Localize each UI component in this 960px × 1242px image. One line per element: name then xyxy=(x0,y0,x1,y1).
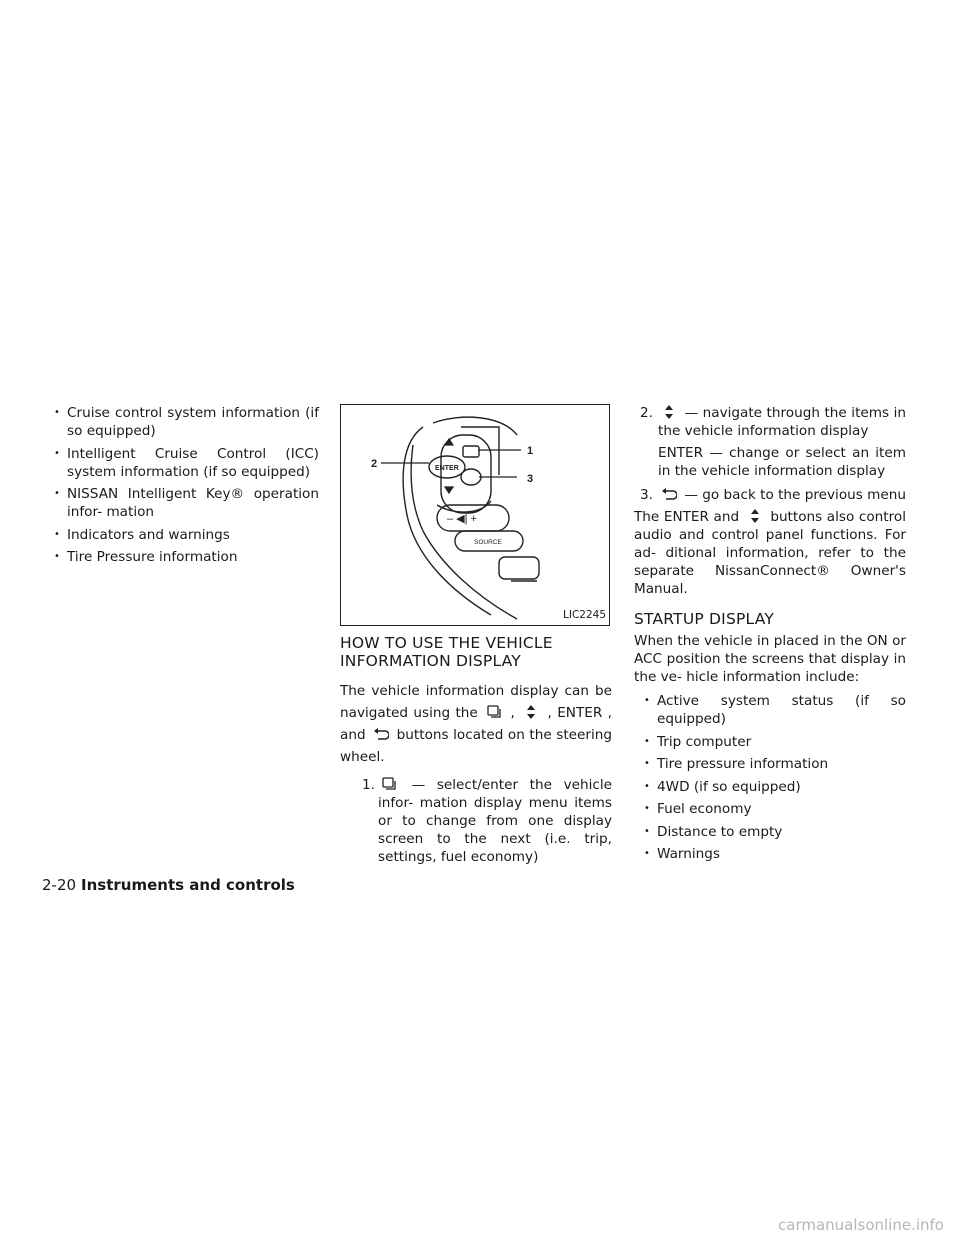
numbered-item-3: 3. — go back to the previous menu xyxy=(640,487,907,503)
up-down-arrows-icon xyxy=(747,509,763,523)
volume-rocker-glyphs: – ◀| + xyxy=(447,513,477,525)
page-number: 2-20 xyxy=(42,876,77,894)
info-list xyxy=(52,404,319,566)
list-item: • Warnings xyxy=(642,845,906,863)
list-item: • Tire pressure information xyxy=(642,755,906,773)
page-footer xyxy=(42,876,295,894)
display-toggle-icon xyxy=(381,777,397,791)
list-item: • Intelligent Cruise Control (ICC) system information (if so equipped) xyxy=(52,445,319,481)
up-down-arrows-icon xyxy=(523,705,539,719)
enter-description: ENTER — change or select an item in the vehicle information display xyxy=(658,445,906,479)
intro-paragraph: The vehicle information display can be navigated using the , , ENTER , and buttons located on the steering wheel. xyxy=(340,683,612,765)
startup-intro: When the vehicle in placed in the ON or ACC position the screens that display in the ve- hicle information include: xyxy=(634,633,906,685)
back-arrow-icon xyxy=(373,727,389,741)
startup-list xyxy=(634,692,906,863)
steering-switch-figure xyxy=(340,404,610,626)
numbered-item-2: 2. — navigate through the items in the vehicle information display xyxy=(640,405,906,439)
list-item: • Trip computer xyxy=(642,733,906,751)
source-button-label: SOURCE xyxy=(474,539,502,546)
list-item: • NISSAN Intelligent Key® operation infor- mation xyxy=(52,485,319,521)
list-item: • Active system status (if so equipped) xyxy=(642,692,906,728)
watermark: carmanualsonline.info xyxy=(778,1216,944,1234)
list-item: • Cruise control system information (if so equipped) xyxy=(52,404,319,440)
callout-1: 1 xyxy=(527,445,534,457)
figure-code: LIC2245 xyxy=(563,609,606,621)
up-down-arrows-icon xyxy=(661,405,677,419)
left-column xyxy=(52,404,319,571)
display-toggle-icon xyxy=(486,705,502,719)
list-item: • Fuel economy xyxy=(642,800,906,818)
list-item: • 4WD (if so equipped) xyxy=(642,778,906,796)
list-item: • Indicators and warnings xyxy=(52,526,319,544)
list-item: • Distance to empty xyxy=(642,823,906,841)
middle-column xyxy=(340,404,612,866)
callout-2: 2 xyxy=(371,458,378,470)
controls-note: The ENTER and buttons also control audio and control panel functions. For ad- ditional information, refer to the separate NissanConnect® Owner's Manual. xyxy=(634,509,907,597)
right-column xyxy=(634,404,906,868)
back-arrow-icon xyxy=(661,487,677,501)
steering-wheel-switch-illustration xyxy=(341,405,609,625)
section-heading: STARTUP DISPLAY xyxy=(634,610,774,628)
callout-3: 3 xyxy=(527,473,534,485)
list-item: • Tire Pressure information xyxy=(52,548,319,566)
numbered-item-1: 1. — select/enter the vehicle infor- mation display menu items or to change from one display screen to the next (i.e. trip, settings, fuel economy) xyxy=(362,777,613,865)
section-heading: HOW TO USE THE VEHICLE INFORMATION DISPLAY xyxy=(340,634,553,670)
section-title: Instruments and controls xyxy=(81,876,295,894)
enter-button-label: ENTER xyxy=(435,465,459,472)
